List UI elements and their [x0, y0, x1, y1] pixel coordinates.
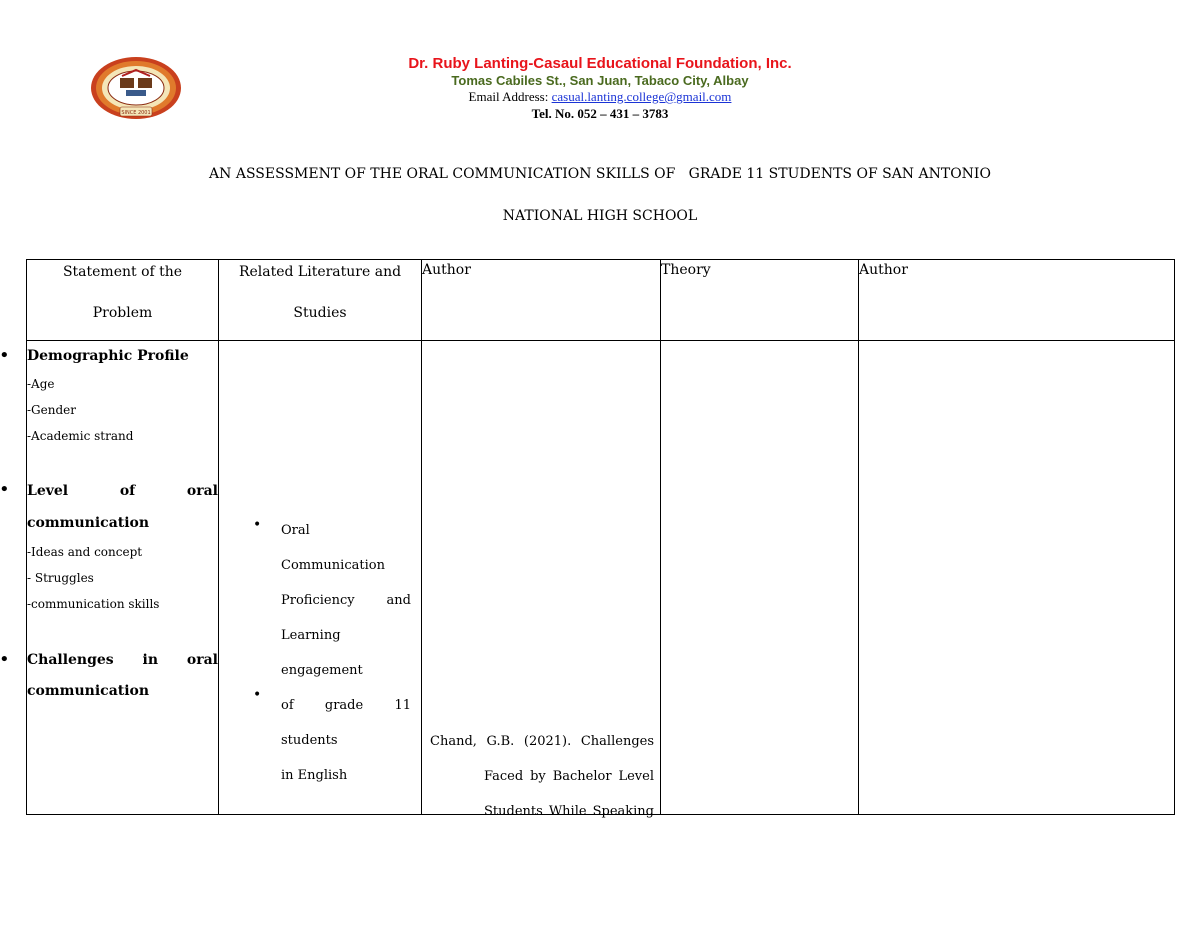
problem-item-demographic [27, 341, 218, 449]
research-matrix-table [26, 259, 1175, 819]
header-statement-line-2: Problem [92, 305, 153, 321]
related-literature-cell [219, 341, 422, 815]
header-author-2: Author [859, 260, 1175, 341]
literature-bullet-empty: • [253, 687, 262, 703]
problem-subitem: - Struggles [27, 571, 94, 585]
email-link[interactable]: casual.lanting.college@gmail.com [551, 89, 732, 104]
telephone-number: Tel. No. 052 – 431 – 3783 [531, 106, 669, 121]
header-literature-line-1: Related Literature and [238, 264, 402, 280]
header-theory: Theory [661, 260, 859, 341]
header-related-literature [219, 260, 422, 341]
problem-subitem: -Gender [27, 403, 76, 417]
document-title-line-2: NATIONAL HIGH SCHOOL [502, 208, 698, 224]
literature-bullet: • [253, 517, 262, 533]
table-header-row [27, 260, 1175, 341]
letterhead [300, 55, 900, 122]
seal-year-text: SINCE 2001 [121, 110, 151, 116]
literature-line: in English [281, 768, 348, 783]
reference-line: Students While Speaking [484, 804, 654, 819]
header-statement-line-1: Statement of the [62, 264, 183, 280]
problem-subitem: -Age [27, 377, 55, 391]
statement-of-problem-cell [27, 341, 219, 815]
theory-cell [661, 341, 859, 815]
reference-line: Faced by Bachelor Level [484, 769, 654, 784]
organization-address: Tomas Cabiles St., San Juan, Tabaco City, Albay [451, 73, 749, 88]
email-line [300, 89, 900, 105]
problem-subitem: -Ideas and concept [27, 545, 143, 559]
header-statement-of-problem [27, 260, 219, 341]
problem-subitem: -Academic strand [27, 429, 134, 443]
author-cell-2 [859, 341, 1175, 815]
reference-entry [430, 724, 654, 829]
author-cell-1 [422, 341, 661, 819]
organization-name: Dr. Ruby Lanting-Casaul Educational Foundation, Inc. [408, 55, 792, 72]
table-body-row [27, 341, 1175, 815]
literature-line: of grade 11 students [281, 698, 411, 748]
foundation-seal-logo [90, 56, 182, 120]
problem-item-level-of-oral-communication [27, 475, 218, 617]
header-literature-line-2: Studies [293, 305, 347, 321]
document-title-line-1: AN ASSESSMENT OF THE ORAL COMMUNICATION SKILLS OF GRADE 11 STUDENTS OF SAN ANTONIO [209, 166, 991, 182]
header-author-1: Author [422, 260, 661, 341]
problem-item-challenges [27, 645, 218, 707]
problem-heading: • Demographic Profile [27, 348, 189, 364]
literature-line: Learning engagement [281, 628, 363, 678]
literature-line: Proficiency and [281, 593, 411, 608]
literature-line: Oral Communication [281, 523, 385, 573]
literature-item-1 [281, 513, 411, 793]
problem-heading: • Level of oral communication [27, 483, 218, 531]
reference-line: Chand, G.B. (2021). Challenges [430, 734, 654, 749]
problem-heading: • Challenges in oral communication [27, 652, 218, 699]
problem-subitem: -communication skills [27, 597, 160, 611]
email-label: Email Address: [468, 89, 552, 104]
